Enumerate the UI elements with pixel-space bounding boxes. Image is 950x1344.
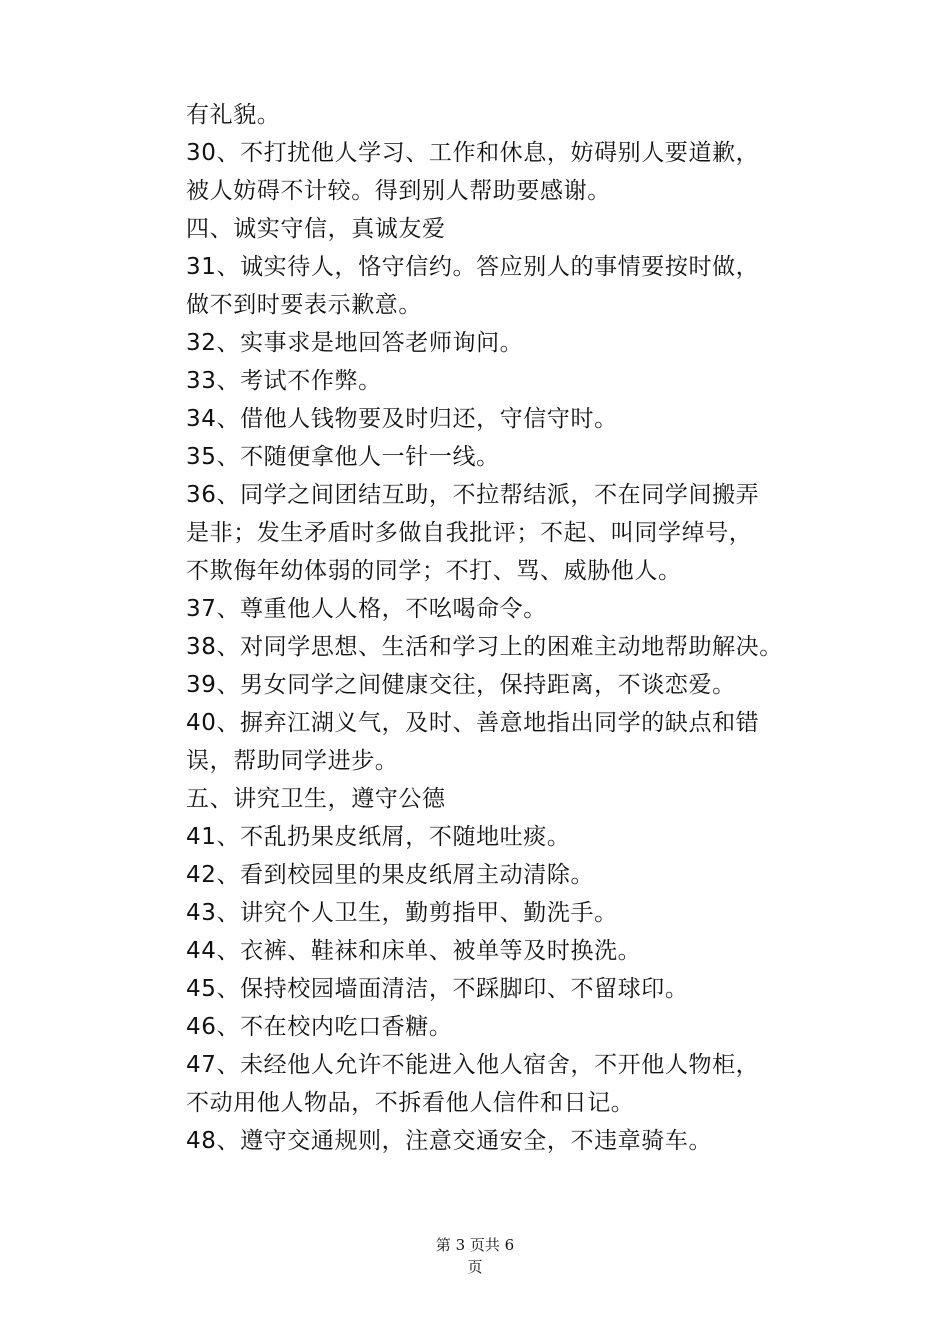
rule-36-line-1: 36、同学之间团结互助，不拉帮结派，不在同学间搬弄 bbox=[186, 482, 760, 508]
rule-46: 46、不在校内吃口香糖。 bbox=[186, 1014, 453, 1040]
rule-34: 34、借他人钱物要及时归还，守信守时。 bbox=[186, 406, 618, 432]
rule-32: 32、实事求是地回答老师询问。 bbox=[186, 330, 524, 356]
rule-30-line-1: 30、不打扰他人学习、工作和休息，妨碍别人要道歉， bbox=[186, 140, 760, 166]
rule-30-line-2: 被人妨碍不计较。得到别人帮助要感谢。 bbox=[186, 178, 611, 204]
rule-48: 48、遵守交通规则，注意交通安全，不违章骑车。 bbox=[186, 1128, 713, 1154]
text-line: 有礼貌。 bbox=[186, 102, 281, 128]
rule-41: 41、不乱扔果皮纸屑，不随地吐痰。 bbox=[186, 824, 571, 850]
rule-38: 38、对同学思想、生活和学习上的困难主动地帮助解决。 bbox=[186, 634, 783, 660]
document-body bbox=[186, 96, 836, 1160]
section-heading-4: 四、诚实守信，真诚友爱 bbox=[186, 216, 446, 242]
rule-37: 37、尊重他人人格，不吆喝命令。 bbox=[186, 596, 547, 622]
rule-31-line-1: 31、诚实待人，恪守信约。答应别人的事情要按时做， bbox=[186, 254, 760, 280]
rule-45: 45、保持校园墙面清洁，不踩脚印、不留球印。 bbox=[186, 976, 689, 1002]
rule-40-line-2: 误，帮助同学进步。 bbox=[186, 748, 399, 774]
rule-47-line-2: 不动用他人物品，不拆看他人信件和日记。 bbox=[186, 1090, 635, 1116]
rule-31-line-2: 做不到时要表示歉意。 bbox=[186, 292, 422, 318]
rule-43: 43、讲究个人卫生，勤剪指甲、勤洗手。 bbox=[186, 900, 618, 926]
rule-35: 35、不随便拿他人一针一线。 bbox=[186, 444, 500, 470]
rule-40-line-1: 40、摒弃江湖义气，及时、善意地指出同学的缺点和错 bbox=[186, 710, 760, 736]
rule-47-line-1: 47、未经他人允许不能进入他人宿舍，不开他人物柜， bbox=[186, 1052, 760, 1078]
section-heading-5: 五、讲究卫生，遵守公德 bbox=[186, 786, 446, 812]
rule-36-line-3: 不欺侮年幼体弱的同学；不打、骂、威胁他人。 bbox=[186, 558, 682, 584]
rule-39: 39、男女同学之间健康交往，保持距离，不谈恋爱。 bbox=[186, 672, 736, 698]
page-number-line-1: 第 3 页共 6 bbox=[435, 1236, 515, 1254]
page-number-line-2: 页 bbox=[467, 1258, 483, 1276]
rule-33: 33、考试不作弊。 bbox=[186, 368, 382, 394]
rule-42: 42、看到校园里的果皮纸屑主动清除。 bbox=[186, 862, 595, 888]
rule-44: 44、衣裤、鞋袜和床单、被单等及时换洗。 bbox=[186, 938, 642, 964]
rule-36-line-2: 是非；发生矛盾时多做自我批评；不起、叫同学绰号， bbox=[186, 520, 753, 546]
